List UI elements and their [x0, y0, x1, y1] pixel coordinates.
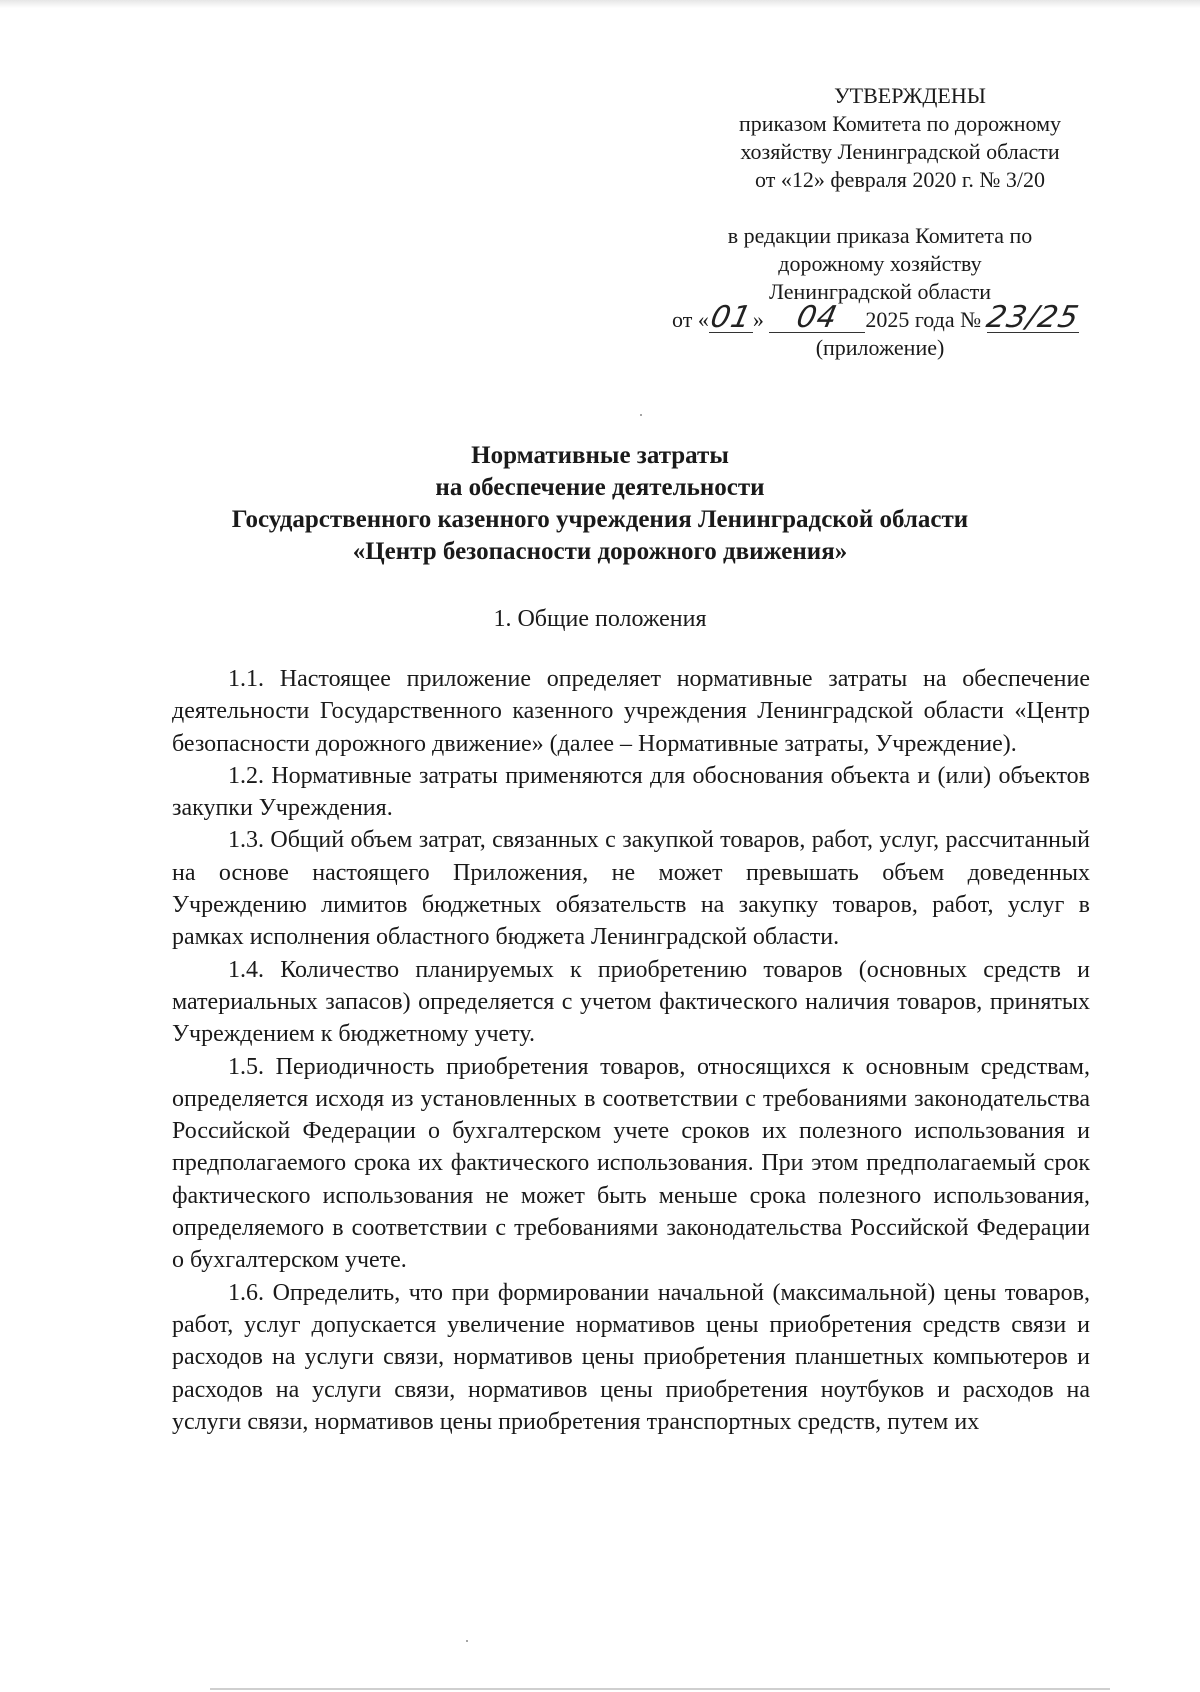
edition-date-line [660, 300, 1100, 335]
approval-line: от «12» февраля 2020 г. № 3/20 [755, 167, 1045, 192]
edition-day-suffix: » [752, 307, 764, 332]
title-line: Государственного казенного учреждения Ленинградской области [231, 506, 969, 533]
scan-speck [640, 414, 642, 416]
paragraph-1-3: 1.3. Общий объем затрат, связанных с закупкой товаров, работ, услуг, рассчитанный на основе настоящего Приложения, не может превышать объем доведенных Учреждению лимитов бюджетных обязательств на закупку товаров, работ, услуг в рамках исполнения областного бюджета Ленинградской области. [172, 827, 1090, 951]
edition-line: Ленинградской области [769, 279, 991, 304]
edition-date-prefix: от « [672, 307, 709, 332]
title-line: на обеспечение деятельности [435, 474, 765, 501]
edition-month-field [769, 300, 865, 335]
handwritten-day: 01 [707, 300, 755, 335]
handwritten-month: 04 [793, 300, 842, 335]
approval-line: приказом Комитета по дорожному [738, 111, 1061, 136]
edition-block [660, 222, 1100, 362]
edition-number-field [983, 300, 1083, 335]
paragraph-1-4: 1.4. Количество планируемых к приобретению товаров (основных средств и материальных запасов) определяется с учетом фактического наличия товаров, принятых Учреждением к бюджетному учету. [172, 956, 1090, 1048]
scan-speck [466, 1640, 468, 1642]
scan-edge-shadow [0, 0, 1200, 8]
paragraph-1-5: 1.5. Периодичность приобретения товаров, относящихся к основным средствам, определяется исходя из установленных в соответствии с требованиями законодательства Российской Федерации о бухгалтерском учете сроков их полезного использования и предполагаемого срока их фактического использования. При этом предполагаемый срок фактического использования не может быть меньше срока полезного использования, определяемого в соответствии с требованиями законодательства Российской Федерации о бухгалтерском учете. [172, 1053, 1090, 1274]
paragraph-1-2: 1.2. Нормативные затраты применяются для обоснования объекта и (или) объектов закупки Учреждения. [172, 762, 1090, 822]
edition-line: в редакции приказа Комитета по [727, 223, 1033, 248]
edition-year-text: 2025 года № [865, 307, 982, 332]
section-heading: 1. Общие положения [493, 606, 707, 632]
document-body [172, 663, 1090, 1438]
approval-line: хозяйству Ленинградской области [740, 139, 1060, 164]
handwritten-number: 23/25 [983, 300, 1083, 335]
title-line: «Центр безопасности дорожного движения» [352, 538, 848, 565]
edition-day-field [707, 300, 755, 335]
paragraph-1-6: 1.6. Определить, что при формировании начальной (максимальной) цены товаров, работ, услуг допускается увеличение нормативов цены приобретения средств связи и расходов на услуги связи, нормативов цены приобретения планшетных компьютеров и расходов на услуги связи, нормативов цены приобретения ноутбуков и расходов на услуги связи, нормативов цены приобретения транспортных средств, путем их [172, 1279, 1090, 1435]
edition-line: дорожному хозяйству [778, 251, 982, 276]
approval-heading: УТВЕРЖДЕНЫ [834, 83, 986, 108]
scan-bottom-line [210, 1688, 1110, 1690]
edition-note: (приложение) [815, 335, 945, 360]
paragraph-1-1: 1.1. Настоящее приложение определяет нормативные затраты на обеспечение деятельности Государственного казенного учреждения Ленинградской области «Центр безопасности дорожного движение» (далее – Нормативные затраты, Учреждение). [172, 666, 1090, 757]
document-title [100, 440, 1100, 568]
approval-stamp-block [700, 82, 1100, 194]
title-line: Нормативные затраты [471, 442, 729, 469]
